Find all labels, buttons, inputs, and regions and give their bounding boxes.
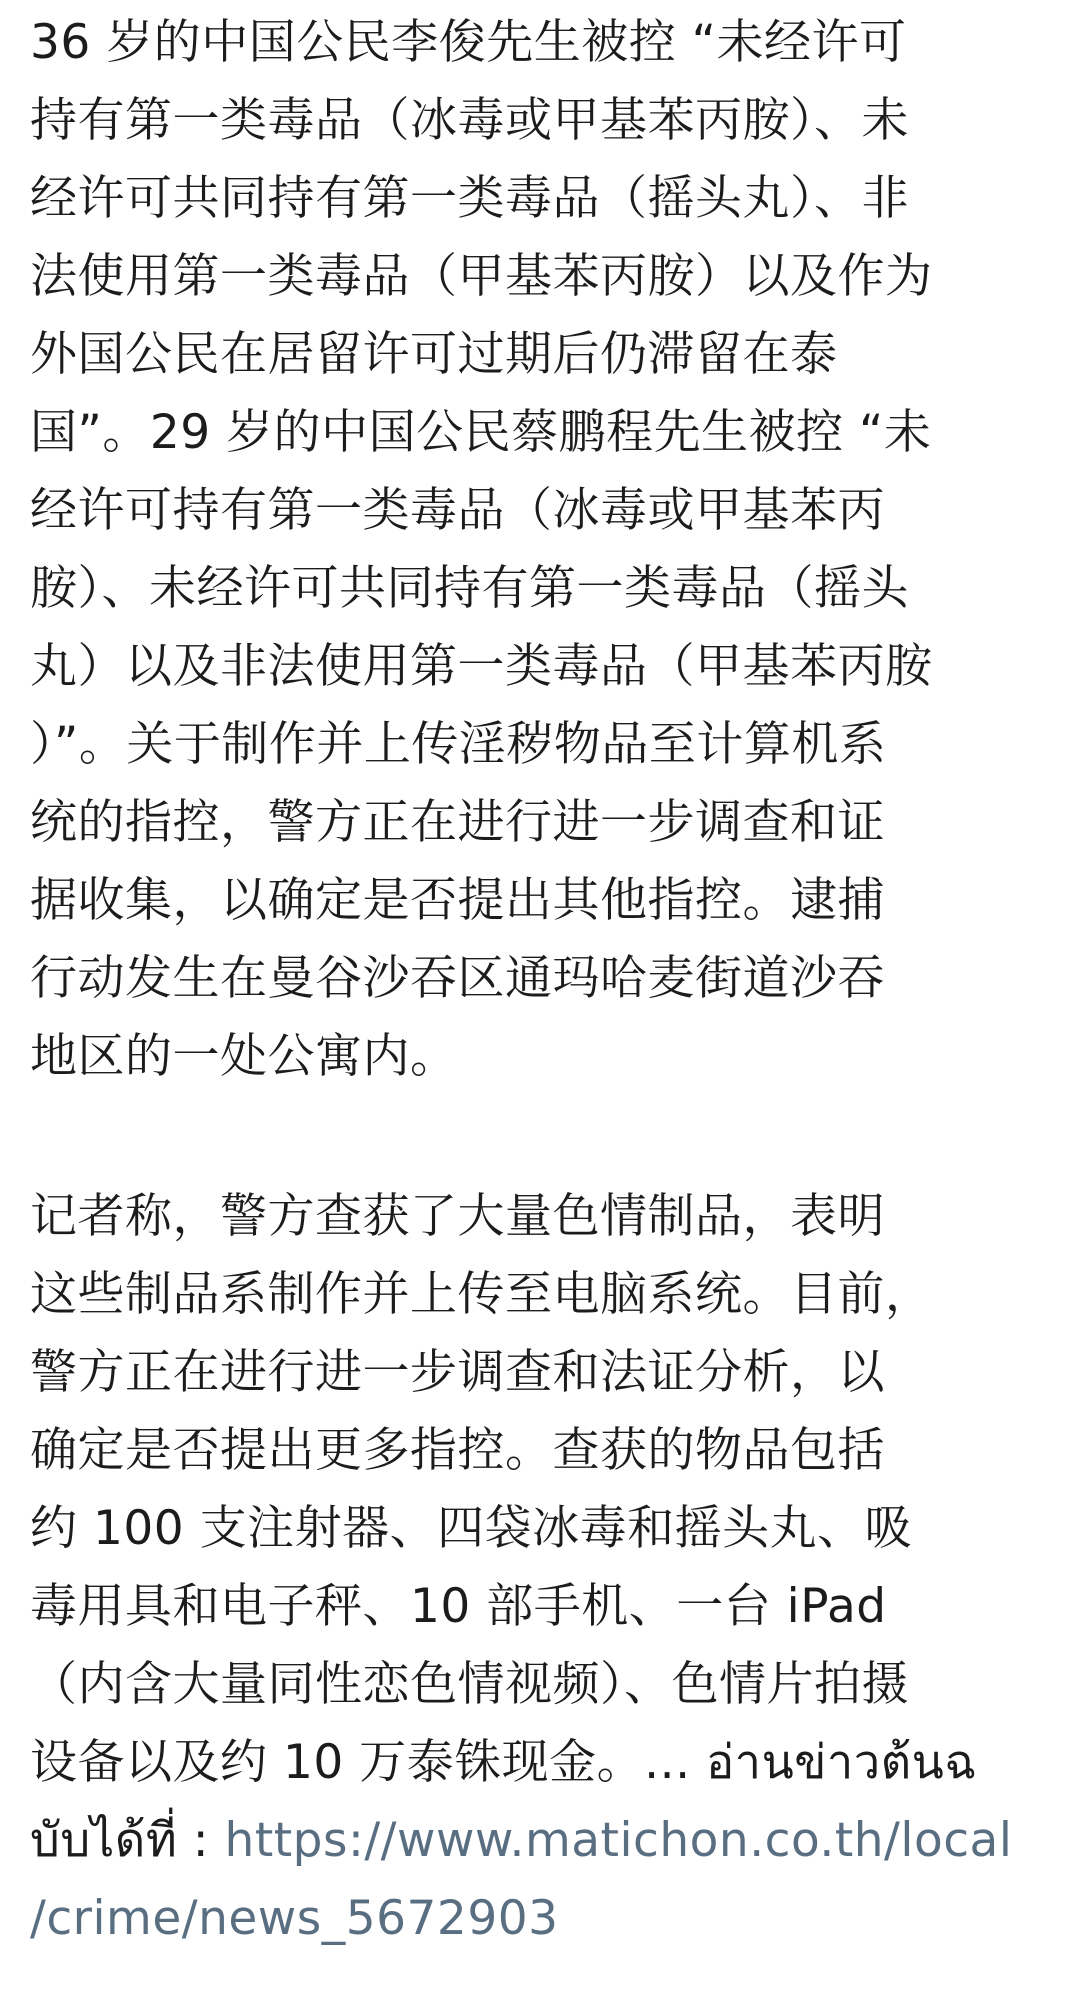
article-paragraph-2 (30, 1178, 1070, 1958)
text-line: 法使用第一类毒品（甲基苯丙胺）以及作为 (30, 249, 933, 304)
link-line-continued (30, 1880, 1070, 1958)
text-line: 记者称，警方查获了大量色情制品，表明 (30, 1189, 885, 1244)
text-line: （内含大量同性恋色情视频）、色情片拍摄 (30, 1657, 909, 1712)
text-line: 据收集，以确定是否提出其他指控。逮捕 (30, 873, 885, 928)
text-line: 胺）、未经许可共同持有第一类毒品（摇头 (30, 561, 909, 616)
text-line: 这些制品系制作并上传至电脑系统。目前， (30, 1267, 933, 1322)
text-line: 经许可持有第一类毒品（冰毒或甲基苯丙 (30, 483, 885, 538)
text-line: 外国公民在居留许可过期后仍滞留在泰 (30, 327, 838, 382)
text-line: 丸）以及非法使用第一类毒品（甲基苯丙胺 (30, 639, 933, 694)
text-line: ）”。关于制作并上传淫秽物品至计算机系 (30, 717, 887, 772)
text-line: 统的指控，警方正在进行进一步调查和证 (30, 795, 885, 850)
article-paragraph-1 (30, 4, 1070, 1096)
source-label: บับได้ที่ : (30, 1813, 225, 1868)
link-line (30, 1802, 1070, 1880)
text-line: 设备以及约 10 万泰铢现金。... อ่านข่าวต้นฉ (30, 1735, 977, 1790)
text-line: 持有第一类毒品（冰毒或甲基苯丙胺）、未 (30, 93, 909, 148)
text-line: 36 岁的中国公民李俊先生被控 “未经许可 (30, 15, 907, 70)
text-line: 地区的一处公寓内。 (30, 1029, 458, 1084)
text-line: 国”。29 岁的中国公民蔡鹏程先生被控 “未 (30, 405, 932, 460)
text-line: 警方正在进行进一步调查和法证分析，以 (30, 1345, 885, 1400)
text-line: 经许可共同持有第一类毒品（摇头丸）、非 (30, 171, 909, 226)
text-line: 毒用具和电子秤、10 部手机、一台 iPad (30, 1579, 887, 1634)
text-line: 约 100 支注射器、四袋冰毒和摇头丸、吸 (30, 1501, 913, 1556)
source-link-continued[interactable]: /crime/news_5672903 (30, 1891, 559, 1946)
source-link[interactable]: https://www.matichon.co.th/local (224, 1813, 1013, 1868)
text-line: 确定是否提出更多指控。查获的物品包括 (30, 1423, 885, 1478)
text-line: 行动发生在曼谷沙吞区通玛哈麦街道沙吞 (30, 951, 885, 1006)
